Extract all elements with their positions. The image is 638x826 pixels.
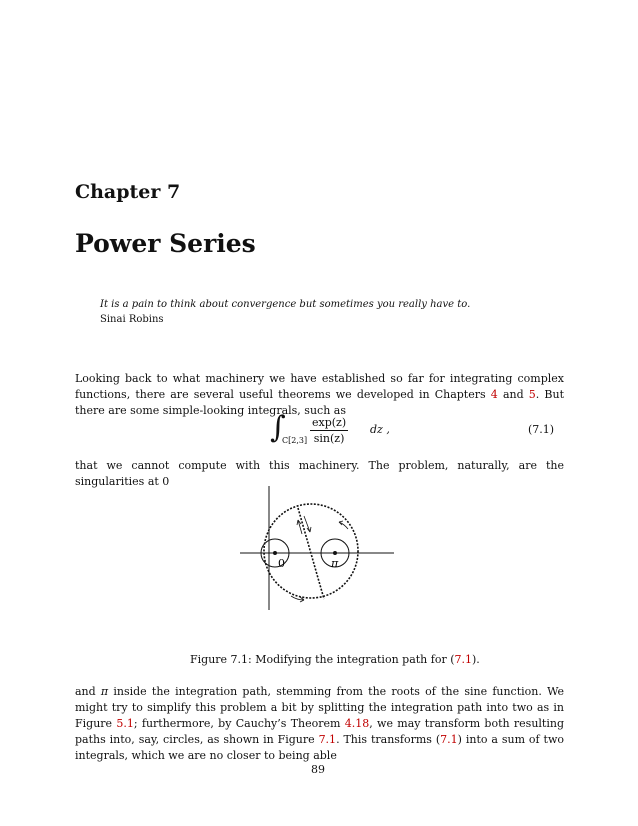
equation-number: (7.1): [528, 423, 555, 436]
fraction-bar: [310, 430, 348, 431]
figure-ref-link[interactable]: 7.1: [318, 733, 337, 746]
differential: dz ,: [370, 423, 390, 436]
chapter-ref-link[interactable]: 5: [528, 388, 536, 401]
paragraph-text: and: [75, 685, 101, 698]
paragraph-text: . But there are some simple-looking integrals, such as: [75, 388, 564, 417]
integration-path-figure: [240, 486, 394, 610]
label-zero: 0: [278, 557, 285, 570]
paragraph-singularities: that we cannot compute with this machinery. The problem, naturally, are the singularities at 0: [75, 459, 564, 488]
paragraph-text: . This transforms (: [336, 733, 441, 746]
label-pi: π: [331, 557, 339, 570]
paragraph-text: and: [497, 388, 529, 401]
arrow-counterclockwise-icon: [291, 596, 304, 600]
paragraph-text: , we may transform both resulting paths into, say, circles, as shown in Figure: [75, 717, 564, 746]
epigraph-quote: It is a pain to think about convergence but sometimes you really have to.: [100, 299, 471, 310]
equation-ref-link[interactable]: 7.1: [440, 733, 458, 746]
integral-sign: ∫: [270, 410, 286, 445]
paragraph-text: Looking back to what machinery we have established so far for integrating complex functions, there are several useful theorems we developed in Chapters: [75, 372, 564, 401]
caption-text: Figure 7.1: Modifying the integration path for (: [190, 653, 455, 666]
chapter-title: Power Series: [75, 229, 256, 258]
page-number: 89: [311, 763, 325, 776]
paragraph-cauchy: [75, 684, 564, 764]
equation-ref-link[interactable]: 7.1: [454, 653, 472, 666]
paragraph-text: ) into a sum of two integrals, which we are no closer to being able: [75, 733, 564, 762]
fraction-numerator: exp(z): [312, 416, 347, 429]
integral-subscript: C[2,3]: [282, 436, 308, 445]
epigraph-author: Sinai Robins: [100, 314, 164, 325]
paragraph-intro: [75, 371, 564, 419]
paragraph-text: ; furthermore, by Cauchy’s Theorem: [133, 717, 345, 730]
paragraph-text: inside the integration path, stemming from the roots of the sine function. We might try to simplify this problem a bit by splitting the integration path into two as in Figure: [75, 685, 565, 730]
figure-ref-link[interactable]: 5.1: [116, 717, 134, 730]
figure-caption: [190, 653, 480, 666]
chapter-label: Chapter 7: [75, 181, 181, 203]
point-pi: [333, 551, 337, 555]
fraction-denominator: sin(z): [313, 432, 345, 445]
caption-text: ).: [472, 653, 480, 666]
outer-circle-path: [264, 504, 358, 598]
equation-7-1: [270, 410, 570, 450]
pi-symbol: π: [100, 685, 109, 698]
fraction: [310, 416, 348, 445]
theorem-ref-link[interactable]: 4.18: [344, 717, 370, 730]
point-zero: [273, 551, 277, 555]
chapter-ref-link[interactable]: 4: [490, 388, 498, 401]
